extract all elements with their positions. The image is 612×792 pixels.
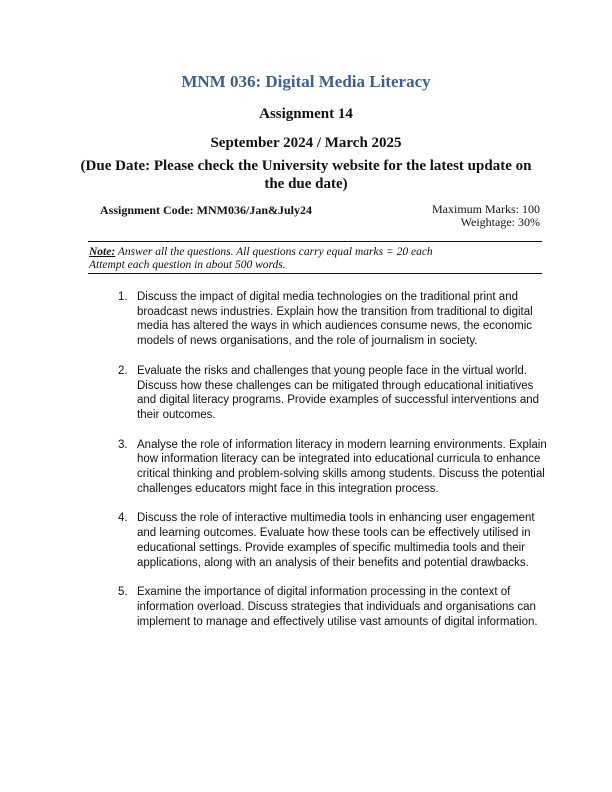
question-item: [118, 364, 548, 423]
marks-block: [432, 203, 540, 229]
due-date-notice: [80, 157, 532, 193]
question-item: [118, 290, 548, 349]
note-line-1: [89, 246, 539, 259]
question-item: [118, 511, 548, 570]
question-text: Evaluate the risks and challenges that young people face in the virtual world. Discuss how these challenges can be mitigated through educational initiatives and digital literacy programs. Provide examples of successful interventions and their outcomes.: [137, 364, 540, 421]
weightage: Weightage: 30%: [460, 215, 540, 229]
note-line-2: Attempt each question in about 500 words.: [89, 259, 286, 271]
note-label: Note:: [89, 246, 116, 258]
maximum-marks: Maximum Marks: 100: [432, 202, 540, 216]
question-text: Analyse the role of information literacy in modern learning environments. Explain how information literacy can be integrated into educational curricula to enhance critical thinking and problem-solving skills among students. Discuss the potential challenges educators might face in this integration process.: [137, 438, 547, 495]
course-title: MNM 036: Digital Media Literacy: [181, 72, 431, 91]
question-number: 3.: [118, 438, 128, 451]
question-number: 4.: [118, 512, 128, 525]
session-period: September 2024 / March 2025: [210, 135, 402, 151]
question-text: Discuss the impact of digital media technologies on the traditional print and broadcast news industries. Explain how the transition from traditional to digital media has altered the ways in which audiences consume news, the economic models of news organisations, and the role of journalism in society.: [137, 291, 533, 348]
assignment-code: Assignment Code: MNM036/Jan&July24: [100, 203, 312, 217]
note-block: [89, 246, 539, 272]
question-item: [118, 438, 548, 497]
divider-bottom: [88, 273, 542, 274]
question-text: Examine the importance of digital information processing in the context of information overload. Discuss strategies that individuals and organisations can implement to manage and effectively utilise vast amounts of digital information.: [137, 586, 538, 628]
question-number: 2.: [118, 364, 128, 377]
note-text-1: Answer all the questions. All questions carry equal marks = 20 each: [115, 246, 433, 258]
question-list: [118, 290, 548, 644]
assignment-number: Assignment 14: [259, 106, 353, 122]
question-number: 1.: [118, 291, 128, 303]
divider-top: [88, 241, 542, 242]
due-date-line-1: (Due Date: Please check the University website for the latest update on: [80, 158, 532, 174]
due-date-line-2: the due date): [264, 176, 348, 192]
question-number: 5.: [118, 586, 128, 599]
question-text: Discuss the role of interactive multimedia tools in enhancing user engagement and learning outcomes. Evaluate how these tools can be effectively utilised in educational settings. Provide examples of specific multimedia tools and their applications, along with an analysis of their benefits and potential drawbacks.: [137, 512, 535, 569]
question-item: [118, 585, 548, 629]
